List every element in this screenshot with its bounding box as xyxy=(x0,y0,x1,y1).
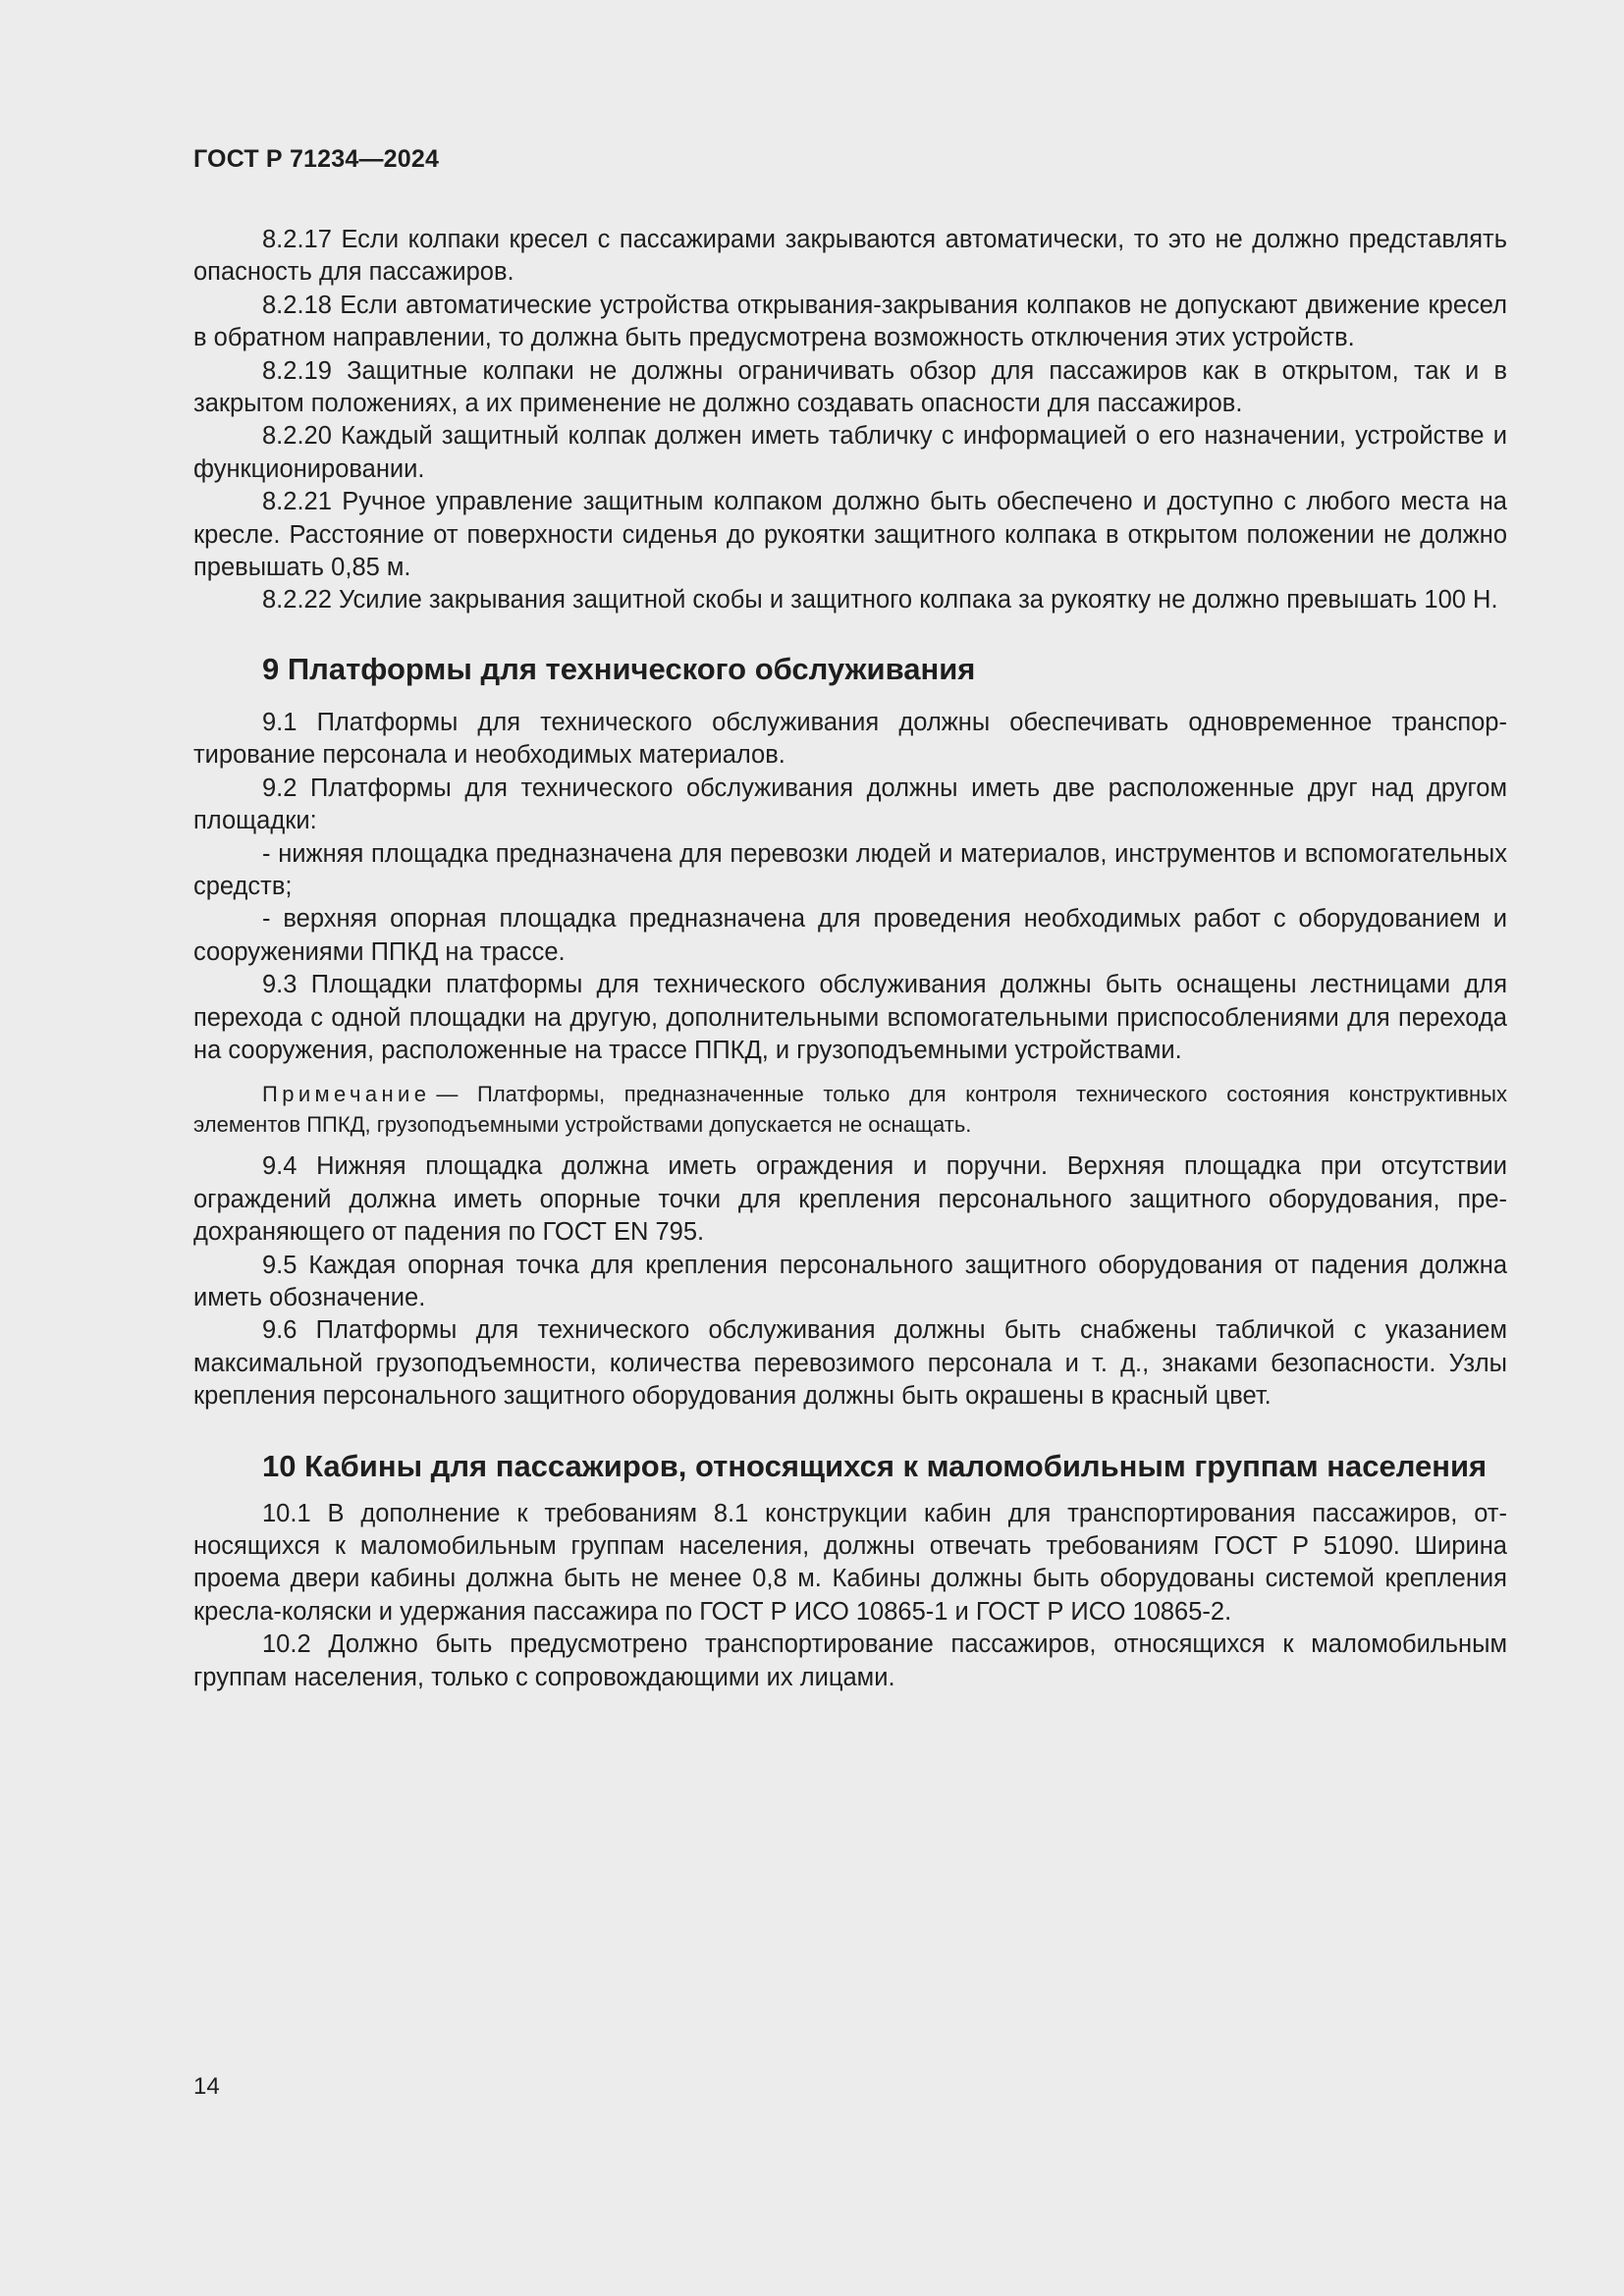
document-header-id: ГОСТ Р 71234—2024 xyxy=(193,145,440,173)
page-number: 14 xyxy=(193,2073,220,2100)
clause-8-2-18: 8.2.18 Если автоматические устройства открывания-закрывания колпаков не допускают движение кресел в обратном направлении, то должна быть предусмотрена возможность отключения этих устройств. xyxy=(193,291,1507,352)
note-label: Примечание xyxy=(262,1082,431,1107)
clause-10-1: 10.1 В дополнение к требованиям 8.1 конструкции кабин для транспортирования пассажиров, относящихся к маломобильным группам населения, должны отвечать требованиям ГОСТ Р 51090. Ширина проема двери кабины должна быть не менее 0,8 м. Кабины должны быть оборудованы системой крепления кресла-коляски и удержания пассажира по ГОСТ Р ИСО 10865-1 и ГОСТ Р ИСО 10865-2. xyxy=(193,1499,1507,1626)
note-block xyxy=(193,1079,1507,1140)
clause-8-2-19: 8.2.19 Защитные колпаки не должны ограничивать обзор для пассажиров как в открытом, так и в закрытом положениях, а их применение не должно создавать опасности для пассажиров. xyxy=(193,356,1507,418)
clause-9-2-list-item: - нижняя площадка предназначена для перевозки людей и материалов, инструментов и вспомогательных средств; xyxy=(193,839,1507,900)
clause-9-1: 9.1 Платформы для технического обслуживания должны обеспечивать одновременное транспортирование персонала и необходимых материалов. xyxy=(193,708,1507,770)
clause-8-2-22: 8.2.22 Усилие закрывания защитной скобы и защитного колпака за рукоятку не должно превышать 100 Н. xyxy=(262,586,1498,614)
clause-10-2: 10.2 Должно быть предусмотрено транспортирование пассажиров, относящихся к маломобильным группам населения, только с сопровождающими их лицами. xyxy=(193,1630,1507,1691)
clause-9-6: 9.6 Платформы для технического обслуживания должны быть снабжены табличкой с указанием максимальной грузоподъемности, количества перевозимого персонала и т. д., знаками безопасности. Узлы крепления персонального защитного оборудования должны быть окрашены в красный цвет. xyxy=(193,1316,1507,1411)
document-body xyxy=(193,224,1507,1694)
clause-8-2-20: 8.2.20 Каждый защитный колпак должен иметь табличку с информацией о его назначении, устройстве и функционировании. xyxy=(193,422,1507,483)
clause-9-2-list-item: - верхняя опорная площадка предназначена для проведения необходимых работ с оборудованием и сооружениями ППКД на трассе. xyxy=(193,905,1507,966)
clause-8-2-21: 8.2.21 Ручное управление защитным колпаком должно быть обеспечено и доступно с любого места на кресле. Расстояние от поверхности сиденья до рукоятки защитного колпака в открытом положении не должно превышать 0,85 м. xyxy=(193,488,1507,582)
clause-9-5: 9.5 Каждая опорная точка для крепления персонального защитного оборудования от падения должна иметь обозначение. xyxy=(193,1251,1507,1311)
section-10-heading: 10 Кабины для пассажиров, относящихся к маломобильным группам населения xyxy=(262,1448,1488,1483)
clause-9-3: 9.3 Площадки платформы для технического обслуживания должны быть оснащены лестницами для перехода с одной площадки на другую, дополнительными вспомогательными приспособлениями для перехода на сооружения, расположенные на трассе ППКД, и грузоподъемными устройствами. xyxy=(193,971,1507,1064)
note-text: — Платформы, предназначенные только для контроля технического состояния конструктивных элементов ППКД, грузоподъемными устройствами допускается не оснащать. xyxy=(193,1082,1507,1138)
section-9-heading: 9 Платформы для технического обслуживания xyxy=(262,651,976,686)
clause-9-2: 9.2 Платформы для технического обслуживания должны иметь две расположенные друг над другом площадки: xyxy=(193,774,1507,835)
clause-8-2-17: 8.2.17 Если колпаки кресел с пассажирами закрываются автоматически, то это не должно представлять опасность для пассажиров. xyxy=(193,226,1507,287)
clause-9-4: 9.4 Нижняя площадка должна иметь ограждения и поручни. Верхняя площадка при отсутствии ограждений должна иметь опорные точки для крепления персонального защитного оборудования, предохраняющего от падения по ГОСТ EN 795. xyxy=(193,1152,1507,1247)
